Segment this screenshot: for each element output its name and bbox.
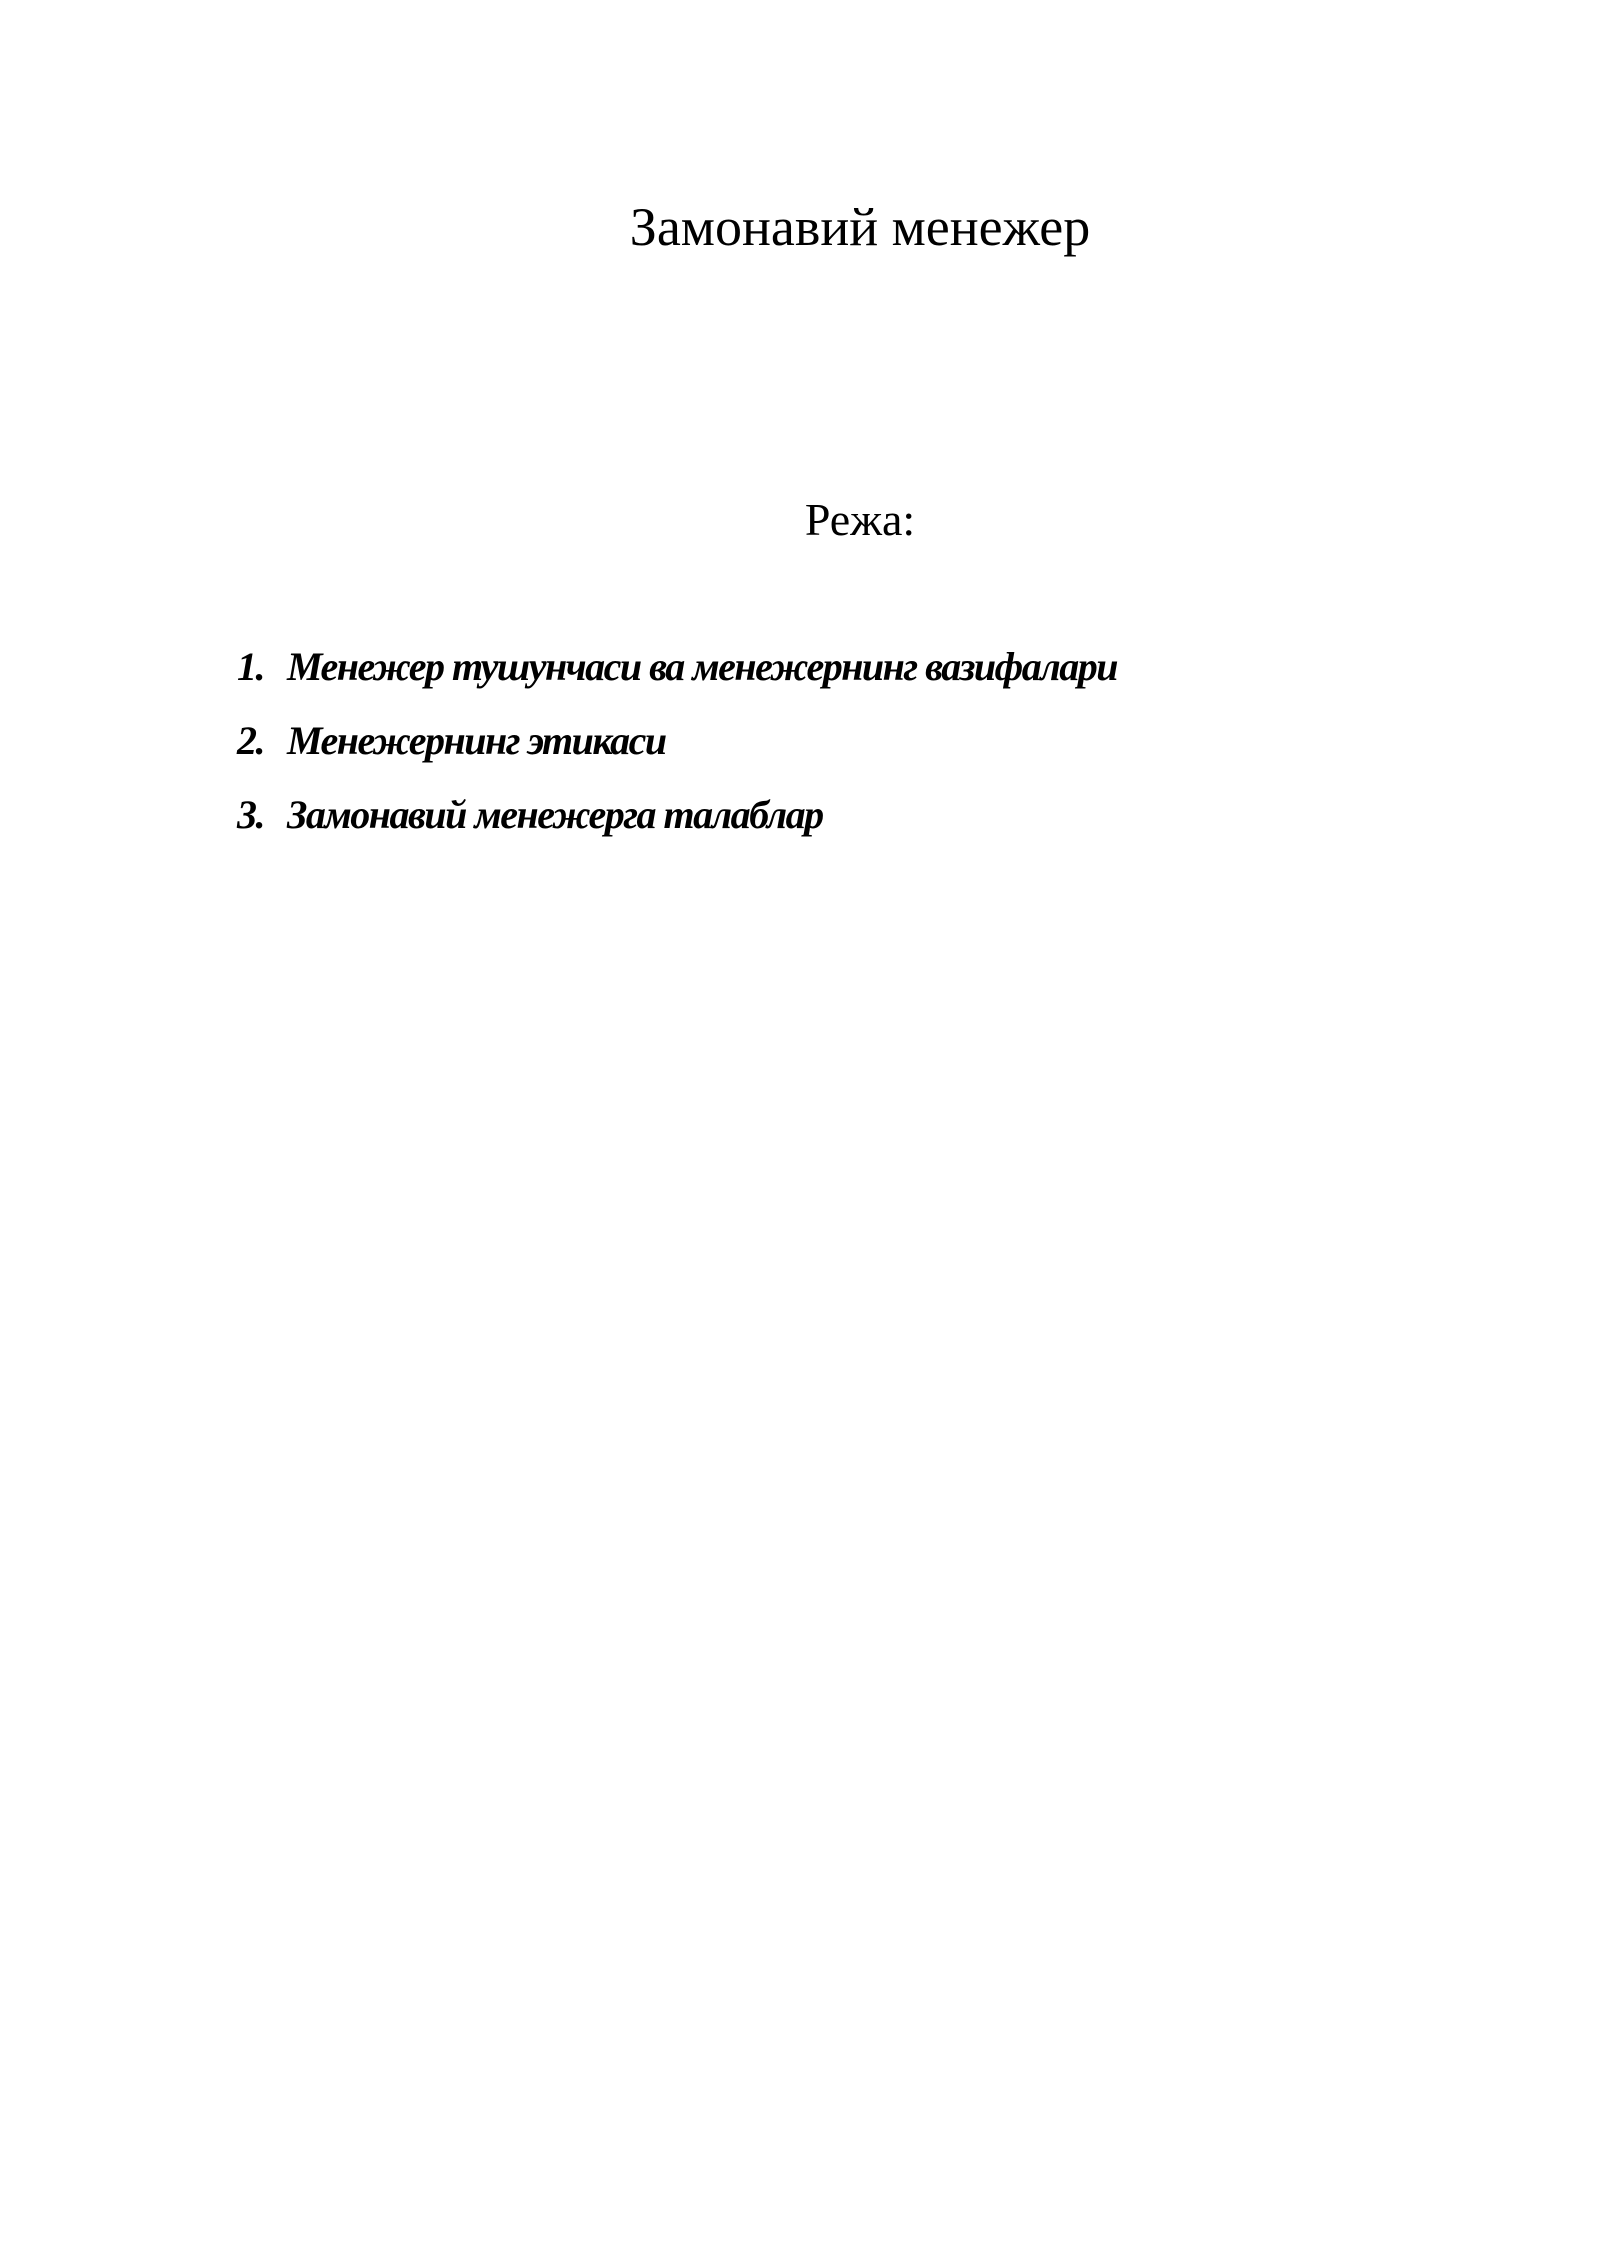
plan-item xyxy=(237,791,1117,865)
plan-item-number: 3. xyxy=(237,792,264,837)
plan-item xyxy=(237,643,1117,717)
plan-item-text: Замонавий менежерга талаблар xyxy=(287,792,823,837)
plan-item-text: Менежер тушунчаси ва менежернинг вазифалари xyxy=(287,644,1117,689)
plan-item xyxy=(237,717,1117,791)
plan-item-number: 2. xyxy=(237,718,264,763)
plan-item-text: Менежернинг этикаси xyxy=(287,718,666,763)
plan-heading: Режа: xyxy=(804,494,916,545)
document-title: Замонавий менежер xyxy=(629,197,1091,258)
plan-item-number: 1. xyxy=(237,644,264,689)
plan-list xyxy=(237,643,1117,865)
